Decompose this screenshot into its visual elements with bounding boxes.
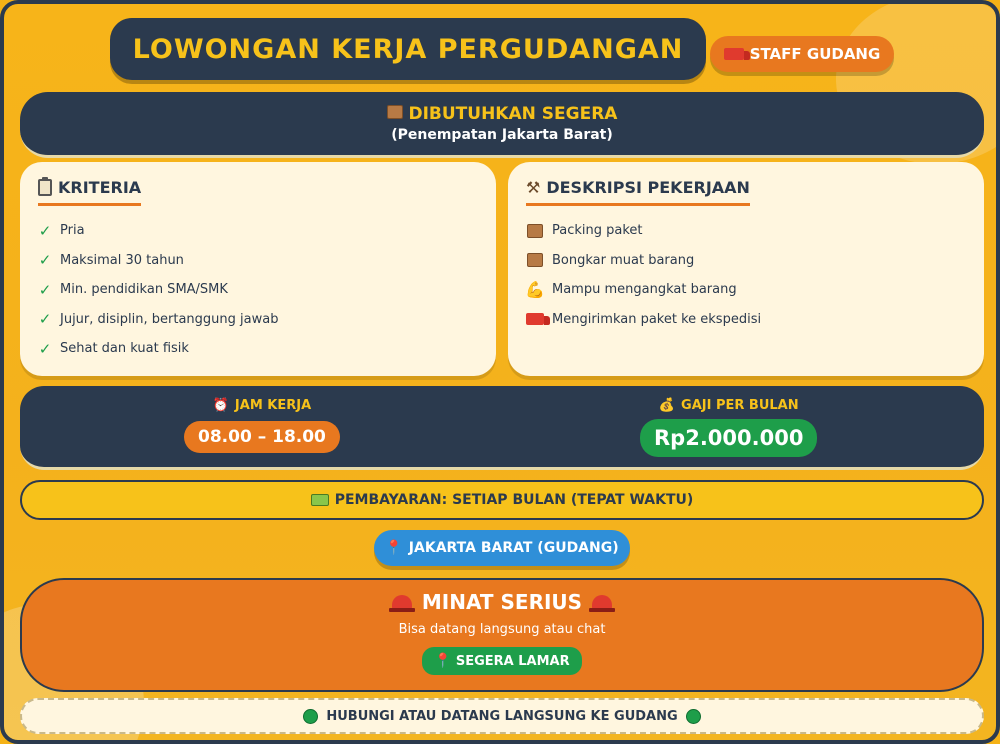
job-item-text: Mengirimkan paket ke ekspedisi (552, 311, 762, 327)
job-title (526, 178, 750, 206)
urgent-heading-text: DIBUTUHKAN SEGERA (408, 104, 618, 124)
clipboard-icon (38, 179, 52, 196)
list-item (526, 216, 966, 246)
criteria-title (38, 178, 141, 206)
urgent-subheading: (Penempatan Jakarta Barat) (391, 127, 613, 143)
alarm-clock-icon: ⏰ (212, 398, 229, 413)
job-title-text: DESKRIPSI PEKERJAAN (546, 178, 750, 197)
apply-button[interactable] (422, 647, 581, 675)
salary-value: Rp2.000.000 (640, 419, 817, 457)
staff-badge (710, 36, 894, 72)
pin-icon: 📍 (434, 653, 452, 669)
package-icon (387, 105, 403, 119)
truck-icon (526, 313, 544, 325)
criteria-item-text: Maksimal 30 tahun (60, 252, 184, 268)
job-item-text: Mampu mengangkat barang (552, 282, 737, 298)
cta-panel (20, 578, 984, 692)
package-icon (527, 253, 543, 267)
cta-heading (392, 590, 612, 614)
check-icon: ✓ (38, 251, 52, 270)
list-item (38, 334, 478, 364)
salary-column (640, 398, 817, 457)
hours-salary-panel (20, 386, 984, 470)
payment-text: PEMBAYARAN: SETIAP BULAN (TEPAT WAKTU) (334, 492, 694, 508)
list-item (38, 246, 478, 276)
list-item (526, 275, 966, 305)
location-badge (374, 530, 630, 566)
location-text: JAKARTA BARAT (GUDANG) (408, 540, 619, 556)
urgent-banner (20, 92, 984, 158)
criteria-item-text: Pria (60, 223, 85, 239)
hammer-icon: ⚒ (526, 178, 541, 197)
money-bag-icon: 💰 (658, 398, 676, 413)
check-icon: ✓ (38, 310, 52, 329)
criteria-card (20, 162, 496, 376)
green-circle-icon (303, 709, 318, 724)
pin-icon: 📍 (385, 540, 403, 556)
siren-icon (392, 595, 412, 609)
cta-heading-text: MINAT SERIUS (421, 590, 583, 614)
list-item (526, 246, 966, 276)
check-icon: ✓ (38, 221, 52, 240)
payment-banner (20, 480, 984, 520)
list-item (38, 305, 478, 335)
package-icon (527, 224, 543, 238)
check-icon: ✓ (38, 280, 52, 299)
job-item-text: Packing paket (552, 223, 643, 239)
money-icon (311, 494, 329, 506)
criteria-title-text: KRITERIA (58, 178, 142, 197)
hours-value: 08.00 – 18.00 (184, 421, 340, 453)
job-description-card (508, 162, 984, 376)
urgent-heading (387, 104, 618, 124)
salary-label-text: GAJI PER BULAN (681, 398, 799, 413)
check-icon: ✓ (38, 339, 52, 358)
flexed-arm-icon: 💪 (525, 280, 545, 300)
salary-label (659, 398, 799, 413)
contact-banner (20, 698, 984, 734)
cta-subtext: Bisa datang langsung atau chat (398, 622, 606, 637)
list-item (526, 305, 966, 335)
criteria-item-text: Sehat dan kuat fisik (60, 341, 189, 357)
staff-badge-label: STAFF GUDANG (749, 45, 881, 63)
truck-icon (724, 48, 744, 60)
page-title: LOWONGAN KERJA PERGUDANGAN (132, 33, 684, 65)
criteria-item-text: Min. pendidikan SMA/SMK (60, 282, 228, 298)
apply-button-label: SEGERA LAMAR (455, 653, 570, 669)
title-banner (110, 18, 706, 80)
siren-icon (592, 595, 612, 609)
hours-column (184, 398, 340, 453)
list-item (38, 216, 478, 246)
contact-text: HUBUNGI ATAU DATANG LANGSUNG KE GUDANG (326, 708, 678, 724)
hours-label (213, 398, 311, 413)
job-item-text: Bongkar muat barang (552, 252, 695, 268)
criteria-item-text: Jujur, disiplin, bertanggung jawab (60, 311, 279, 327)
hours-label-text: JAM KERJA (234, 398, 312, 413)
green-circle-icon (686, 709, 701, 724)
list-item (38, 275, 478, 305)
